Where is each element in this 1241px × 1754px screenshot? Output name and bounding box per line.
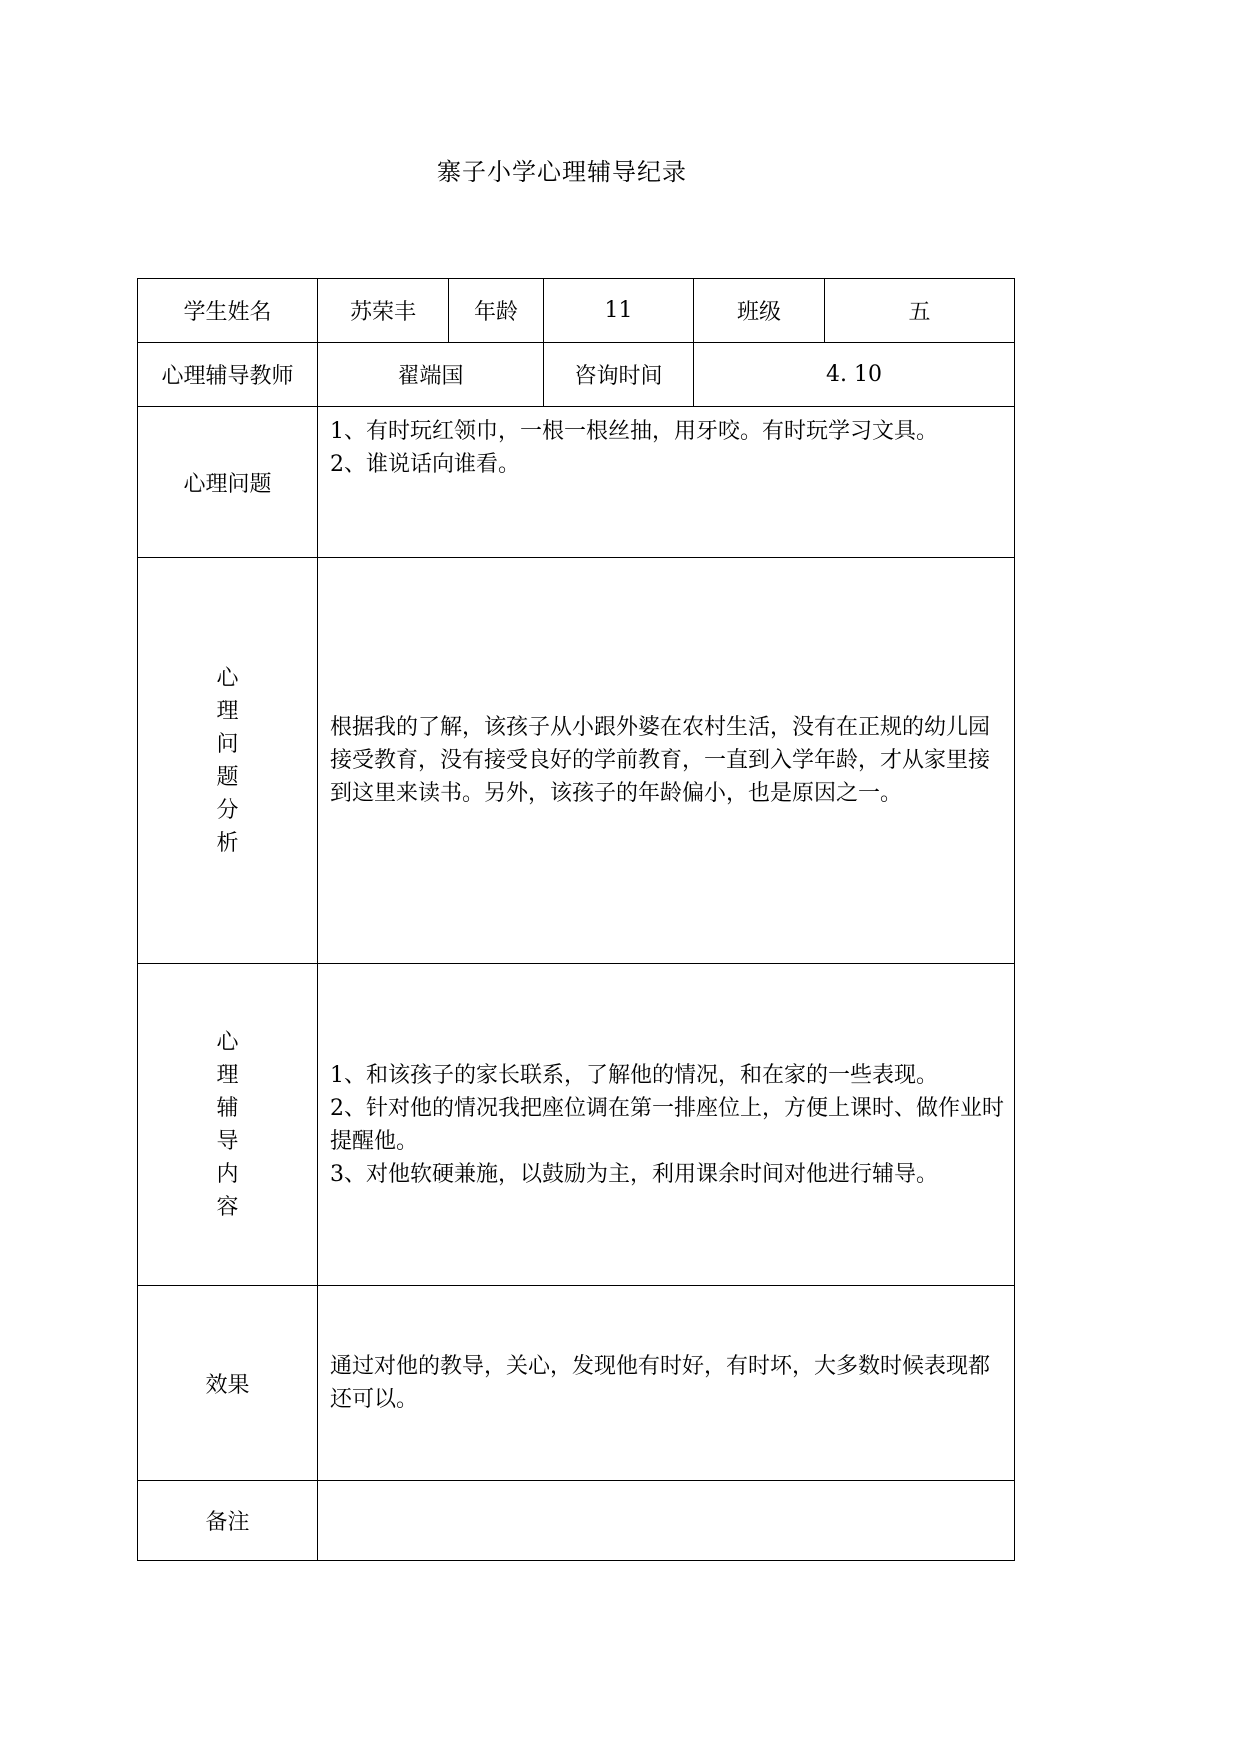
counseling-line: 2、针对他的情况我把座位调在第一排座位上，方便上课时、做作业时提醒他。: [330, 1095, 1004, 1154]
problem-row: [138, 407, 1015, 558]
counseling-line: 1、和该孩子的家长联系，了解他的情况，和在家的一些表现。: [330, 1062, 938, 1088]
analysis-label-char: 题: [216, 764, 239, 790]
teacher-info-row: [138, 343, 1015, 407]
teacher-value: 翟端国: [318, 343, 544, 407]
counseling-label: [138, 964, 318, 1286]
effect-label: 效果: [138, 1286, 318, 1481]
student-info-row: [138, 279, 1015, 343]
class-label: 班级: [694, 279, 825, 343]
teacher-label: 心理辅导教师: [138, 343, 318, 407]
class-value: 五: [825, 279, 1015, 343]
counseling-label-char: 心: [216, 1029, 239, 1055]
counseling-record-table: [137, 278, 1015, 1561]
student-name-value: 苏荣丰: [318, 279, 449, 343]
analysis-row: [138, 558, 1015, 964]
analysis-label-char: 问: [216, 731, 239, 757]
problem-line: 2、谁说话向谁看。: [330, 452, 520, 477]
problem-label: 心理问题: [138, 407, 318, 558]
analysis-label-char: 析: [216, 830, 239, 856]
problem-line: 1、有时玩红领巾，一根一根丝抽，用牙咬。有时玩学习文具。: [330, 419, 938, 444]
counseling-row: [138, 964, 1015, 1286]
effect-content: [318, 1286, 1015, 1481]
problem-content: [318, 407, 1015, 558]
consult-time-value: 4. 10: [694, 343, 1015, 407]
counseling-label-char: 导: [216, 1128, 239, 1154]
student-name-label: 学生姓名: [138, 279, 318, 343]
counseling-label-char: 容: [216, 1194, 239, 1220]
analysis-label-char: 分: [216, 797, 239, 823]
effect-text: 通过对他的教导，关心，发现他有时好，有时坏，大多数时候表现都还可以。: [330, 1354, 991, 1412]
age-label: 年龄: [449, 279, 544, 343]
analysis-label-char: 心: [216, 665, 239, 691]
analysis-label-char: 理: [216, 698, 239, 724]
analysis-label: [138, 558, 318, 964]
remarks-label: 备注: [138, 1481, 318, 1561]
analysis-content: [318, 558, 1015, 964]
consult-time-label: 咨询时间: [544, 343, 694, 407]
remarks-content: [318, 1481, 1015, 1561]
counseling-content: [318, 964, 1015, 1286]
counseling-label-char: 内: [216, 1161, 239, 1187]
remarks-row: [138, 1481, 1015, 1561]
counseling-label-char: 理: [216, 1062, 239, 1088]
counseling-line: 3、对他软硬兼施，以鼓励为主，利用课余时间对他进行辅导。: [330, 1161, 938, 1187]
counseling-label-char: 辅: [216, 1095, 239, 1121]
analysis-text: 根据我的了解，该孩子从小跟外婆在农村生活，没有在正规的幼儿园接受教育，没有接受良好的学前教育，一直到入学年龄，才从家里接到这里来读书。另外，该孩子的年龄偏小，也是原因之一。: [330, 715, 991, 806]
effect-row: [138, 1286, 1015, 1481]
age-value: 11: [544, 279, 694, 343]
document-title: 寨子小学心理辅导纪录: [437, 158, 687, 186]
